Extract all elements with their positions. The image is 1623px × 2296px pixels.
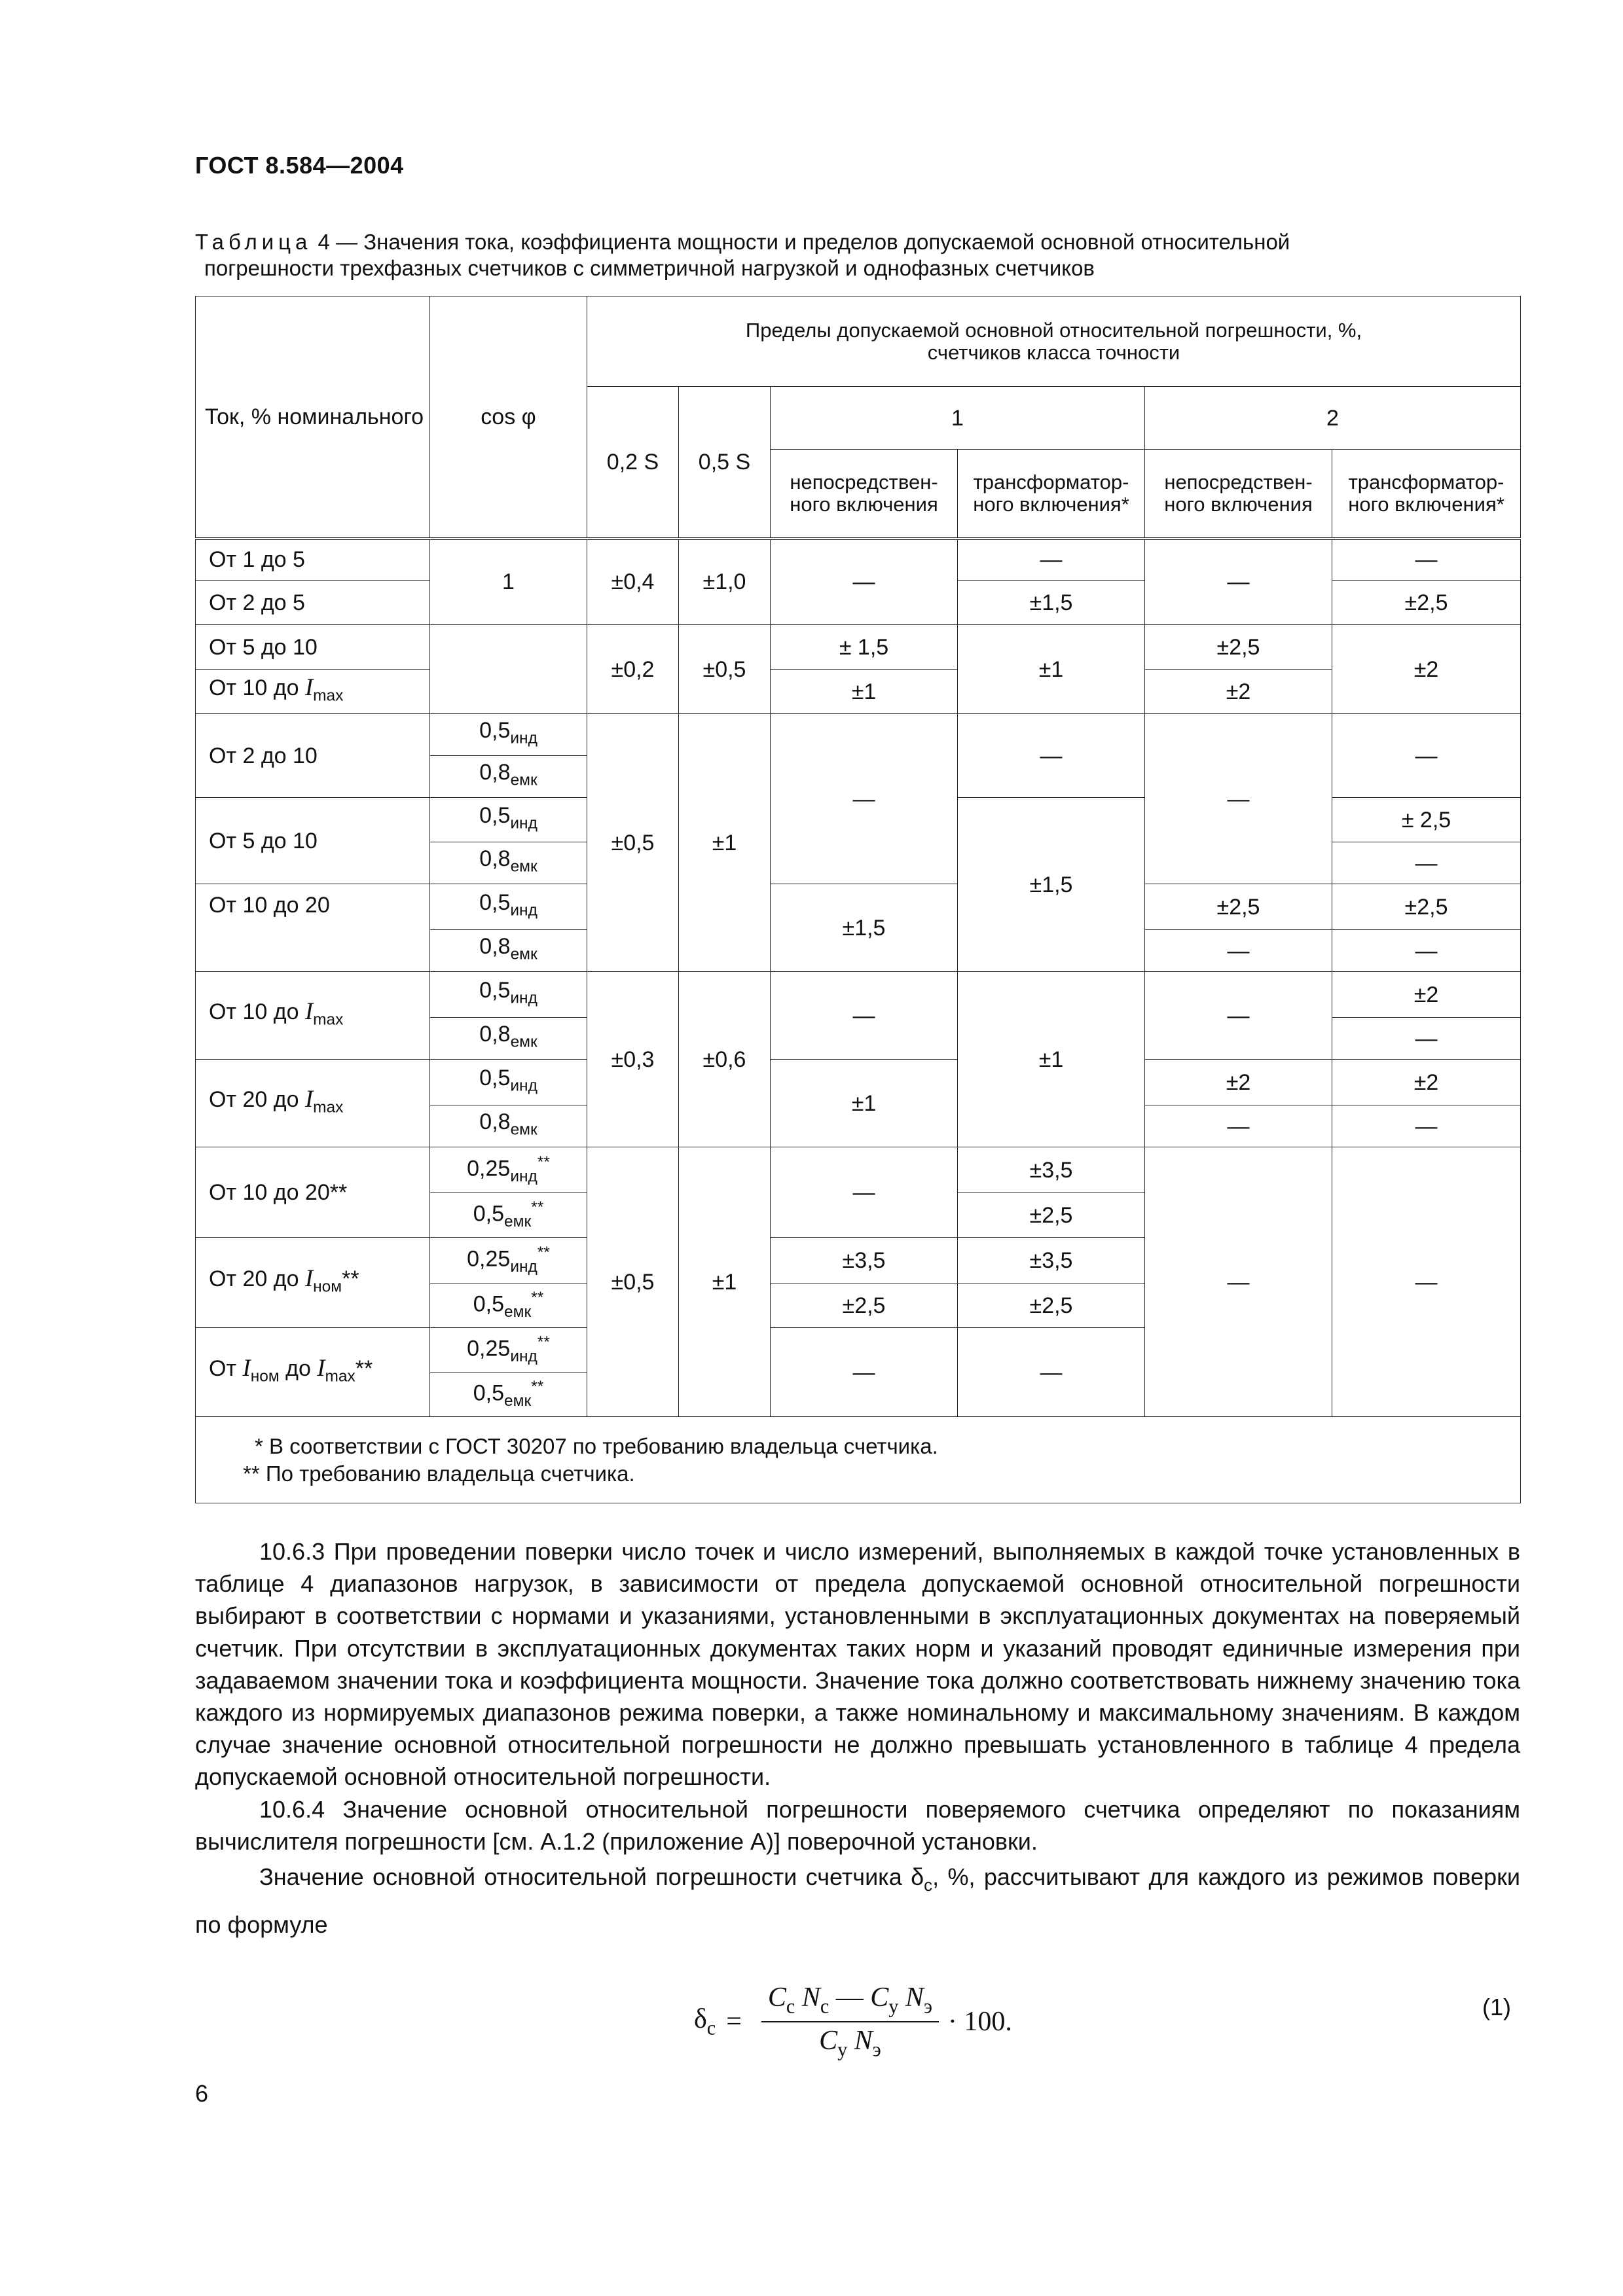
col-header-direct: непосредствен- ного включения — [771, 450, 958, 539]
cell-value: — — [771, 539, 958, 625]
cell-cosphi: $0,25_{инд}^{**}$ — [430, 1147, 587, 1193]
cell-value: — — [958, 539, 1145, 581]
col-header-class-05s: 0,5 S — [679, 387, 771, 539]
col-header-current: Ток, % номинального — [196, 296, 430, 539]
table-row — [196, 1147, 1521, 1193]
cell-value: ±2,5 — [1145, 884, 1332, 930]
cell-cosphi — [430, 625, 587, 714]
cell-value: — — [1332, 1018, 1521, 1060]
cell-cosphi: $0,8_{емк}$ — [430, 1018, 587, 1060]
table-row — [196, 670, 1521, 714]
cell-value: ±3,5 — [958, 1238, 1145, 1283]
caption-text-line2: погрешности трехфазных счетчиков с симметричной нагрузкой и однофазных счетчиков — [204, 256, 1095, 280]
cell-value: ±2 — [1145, 670, 1332, 714]
cell-current: От 20 до $I_{ном}**$ — [196, 1238, 430, 1328]
cell-value: ±1,5 — [771, 884, 958, 972]
cell-value: ±3,5 — [771, 1238, 958, 1283]
cell-cosphi: $0,5_{инд}$ — [430, 798, 587, 842]
cell-value: ±2,5 — [771, 1283, 958, 1328]
cell-current: От 10 до 20** — [196, 1147, 430, 1238]
col-header-class-1: 1 — [771, 387, 1145, 450]
cell-value: ±0,2 — [587, 625, 679, 714]
cell-value: ±2,5 — [958, 1193, 1145, 1238]
cell-value: — — [771, 1328, 958, 1417]
cell-value: — — [1145, 1147, 1332, 1417]
cell-current: От 2 до 5 — [196, 581, 430, 625]
cell-value: — — [958, 1328, 1145, 1417]
formula-1: $\delta_с$ = $\frac{C_с N_с — C_у N_э}{C_у N_э}$ · 100. — [694, 1982, 1012, 2061]
cell-current: От 5 до 10 — [196, 798, 430, 884]
cell-value: — — [958, 714, 1145, 798]
equation-number: (1) — [1482, 1994, 1511, 2020]
cell-value: — — [1145, 539, 1332, 625]
cell-value: ±1 — [958, 972, 1145, 1147]
table-row — [196, 539, 1521, 581]
cell-current: От 2 до 10 — [196, 714, 430, 798]
cell-value: ±0,4 — [587, 539, 679, 625]
cell-value: ±2,5 — [1332, 884, 1521, 930]
cell-cosphi: $0,8_{емк}$ — [430, 1105, 587, 1147]
table-notes — [196, 1417, 1521, 1503]
cell-value: — — [1332, 714, 1521, 798]
col-header-class-2: 2 — [1145, 387, 1521, 450]
cell-value: ±1,0 — [679, 539, 771, 625]
col-header-cosphi: cos φ — [430, 296, 587, 539]
cell-value: ±2 — [1332, 972, 1521, 1018]
cell-value: ±1 — [679, 714, 771, 972]
cell-cosphi: $0,5_{емк}^{**}$ — [430, 1283, 587, 1328]
paragraph-10-6-3: 10.6.3 При проведении поверки число точек и число измерений, выполняемых в каждой точке установленных в таблице 4 диапазонов нагрузок, в зависимости от предела допускаемой основной относительной погрешности выбирают в соответствии с нормами и указаниями, установленными в эксплуатационных документах на поверяемый счетчик. При отсутствии в эксплуатационных документах таких норм и указаний проводят единичные измерения при задаваемом значении тока и коэффициента мощности. Значение тока должно соответствовать нижнему значению тока каждого из нормируемых диапазонов режима поверки, а также номинальному и максимальному значениям. В каждом случае значение основной относительной погрешности не должно превышать установленного в таблице 4 предела допускаемой основной относительной погрешности. 10.6.4 Значение основной относительной погрешности поверяемого счетчика определяют по показаниям вычислителя погрешности [см. А.1.2 (приложение А)] поверочной установки. Значение основной относительной погрешности счетчика $\delta_с$, %, рассчитывают для каждого из режимов поверки по формуле — [195, 1535, 1520, 1945]
cell-value: ±1,5 — [958, 798, 1145, 972]
cell-value: — — [1145, 714, 1332, 884]
cell-current: От $I_{ном}$ до $I_{max}**$ — [196, 1328, 430, 1417]
cell-value: ±2,5 — [1145, 625, 1332, 670]
cell-cosphi: $0,5_{инд}$ — [430, 972, 587, 1018]
cell-value: ±1 — [958, 625, 1145, 714]
cell-value: — — [1332, 842, 1521, 884]
cell-value: — — [771, 714, 958, 884]
caption-label: Таблица — [195, 230, 312, 254]
page-number: 6 — [195, 2080, 209, 2107]
cell-current: От 10 до $I_{max}$ — [196, 972, 430, 1060]
table-row — [196, 625, 1521, 670]
cell-cosphi: $0,8_{емк}$ — [430, 842, 587, 884]
cell-value: — — [1332, 539, 1521, 581]
note-1: * В соответствии с ГОСТ 30207 по требованию владельца счетчика. — [255, 1433, 938, 1458]
note-2: ** По требованию владельца счетчика. — [243, 1461, 635, 1486]
cell-cosphi: $0,25_{инд}^{**}$ — [430, 1238, 587, 1283]
cell-value: — — [771, 972, 958, 1060]
cell-current: От 10 до 20 — [196, 884, 430, 972]
cell-value: — — [1332, 1147, 1521, 1417]
table-4 — [195, 296, 1521, 1503]
cell-value: ± 2,5 — [1332, 798, 1521, 842]
cell-current: От 5 до 10 — [196, 625, 430, 670]
cell-value: ±2,5 — [1332, 581, 1521, 625]
table-row — [196, 714, 1521, 756]
col-header-direct: непосредствен- ного включения — [1145, 450, 1332, 539]
cell-value: ±3,5 — [958, 1147, 1145, 1193]
cell-value: ±0,5 — [587, 1147, 679, 1417]
cell-value: ±0,5 — [587, 714, 679, 972]
col-header-limits: Пределы допускаемой основной относительной погрешности, %, счетчиков класса точности — [587, 296, 1521, 387]
cell-value: — — [771, 1147, 958, 1238]
cell-cosphi: $0,5_{инд}$ — [430, 714, 587, 756]
cell-cosphi: $0,5_{емк}^{**}$ — [430, 1193, 587, 1238]
paragraph-formula-intro: Значение основной относительной погрешности счетчика $\delta_с$, %, рассчитывают для каждого из режимов поверки по формуле — [195, 1863, 1520, 1939]
cell-value: ±1,5 — [958, 581, 1145, 625]
cell-value: ±1 — [771, 670, 958, 714]
cell-cosphi: $0,25_{инд}^{**}$ — [430, 1328, 587, 1372]
cell-cosphi: $0,5_{емк}^{**}$ — [430, 1372, 587, 1417]
cell-cosphi: $0,8_{емк}$ — [430, 756, 587, 798]
cell-cosphi: $0,5_{инд}$ — [430, 1060, 587, 1105]
cell-value: ±2 — [1332, 625, 1521, 714]
table-row — [196, 1060, 1521, 1105]
table-caption — [195, 229, 1478, 281]
col-header-transformer: трансформатор- ного включения* — [958, 450, 1145, 539]
cell-value: ± 1,5 — [771, 625, 958, 670]
cell-value: — — [1145, 930, 1332, 972]
cell-value: ±2 — [1145, 1060, 1332, 1105]
table-notes-row — [196, 1417, 1521, 1503]
standard-header: ГОСТ 8.584—2004 — [195, 152, 404, 179]
cell-value: — — [1145, 1105, 1332, 1147]
cell-value: ±0,3 — [587, 972, 679, 1147]
cell-current: От 20 до $I_{max}$ — [196, 1060, 430, 1147]
cell-value: ±1 — [679, 1147, 771, 1417]
cell-value: — — [1332, 930, 1521, 972]
cell-value: ±0,5 — [679, 625, 771, 714]
cell-cosphi: 1 — [430, 539, 587, 625]
cell-value: ±0,6 — [679, 972, 771, 1147]
cell-value: ±2,5 — [958, 1283, 1145, 1328]
cell-value: — — [1332, 1105, 1521, 1147]
cell-current: От 10 до $I_{max}$ — [196, 670, 430, 714]
table-header-row — [196, 296, 1521, 387]
table-row — [196, 884, 1521, 930]
col-header-transformer: трансформатор- ного включения* — [1332, 450, 1521, 539]
col-header-class-02s: 0,2 S — [587, 387, 679, 539]
cell-current: От 1 до 5 — [196, 539, 430, 581]
paragraph-10-6-4: 10.6.4 Значение основной относительной погрешности поверяемого счетчика определяют по показаниям вычислителя погрешности [см. А.1.2 (приложение А)] поверочной установки. — [195, 1795, 1520, 1855]
cell-value: ±2 — [1332, 1060, 1521, 1105]
cell-value: ±1 — [771, 1060, 958, 1147]
caption-text: 4 — Значения тока, коэффициента мощности и пределов допускаемой основной относительной — [312, 230, 1290, 254]
cell-cosphi: $0,8_{емк}$ — [430, 930, 587, 972]
cell-value: — — [1145, 972, 1332, 1060]
table-row — [196, 972, 1521, 1018]
cell-cosphi: $0,5_{инд}$ — [430, 884, 587, 930]
